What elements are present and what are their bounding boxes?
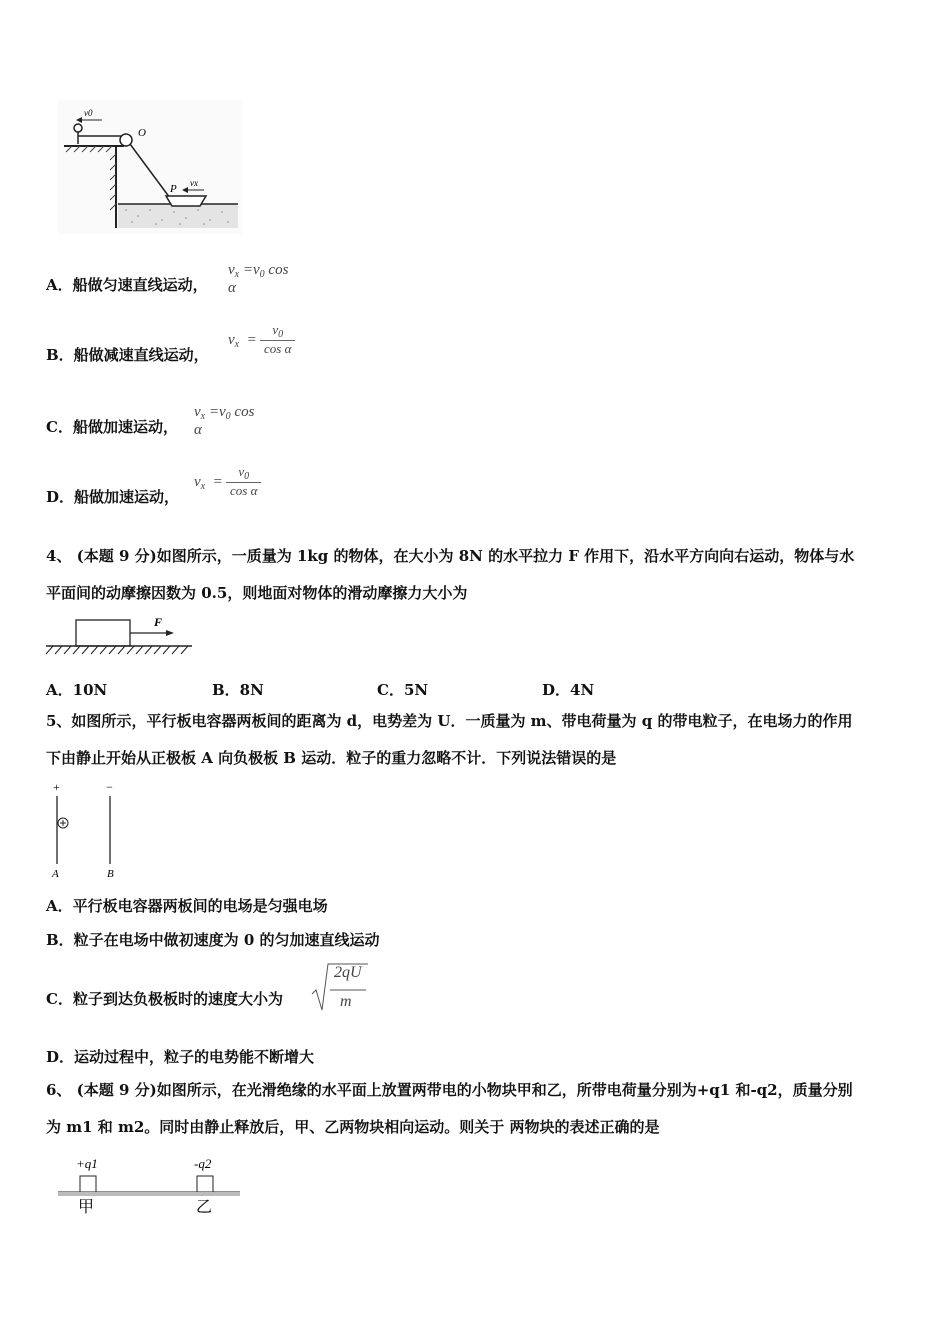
block: [76, 620, 130, 646]
charge-q2-label: -q2: [194, 1156, 212, 1171]
capacitor-diagram: [46, 780, 126, 880]
plate-A-label: A: [52, 868, 59, 880]
q3-option-b-fraction: [260, 322, 295, 357]
q3-option-a-label: A．船做匀速直线运动，: [46, 276, 208, 294]
q4-stem-line2: 平面间的动摩擦因数为 0.5，则地面对物体的滑动摩擦力大小为: [46, 584, 468, 602]
q4-stem: [46, 538, 926, 612]
sqrt-numerator: 2qU: [334, 964, 362, 981]
v0-label: v0: [84, 108, 93, 118]
q3-option-b[interactable]: [46, 320, 346, 370]
q3-option-d-label: D．船做加速运动，: [46, 488, 180, 506]
formula-eq: =: [212, 474, 223, 490]
q5-option-c-label: C．粒子到达负极板时的速度大小为: [46, 990, 283, 1008]
formula-sub: x: [234, 269, 240, 280]
two-blocks-diagram: [54, 1152, 244, 1216]
plate-B-label: B: [107, 868, 114, 880]
formula-sub: x: [200, 411, 206, 422]
q3-option-b-lhs: [228, 332, 257, 350]
vx-label: vx: [190, 178, 198, 188]
formula-sub: x: [200, 481, 206, 492]
pulley-boat-diagram: [58, 100, 242, 234]
block-yi: [197, 1176, 213, 1192]
formula-sub: 0: [278, 329, 284, 340]
formula-var: v: [228, 332, 235, 348]
formula-sub: x: [234, 339, 240, 350]
formula-var: =v: [208, 404, 226, 420]
q3-option-d-lhs: [194, 474, 223, 492]
q3-option-c-formula: [194, 404, 254, 439]
q5-stem-line2: 下由静止开始从正极板 A 向负极板 B 运动．粒子的重力忽略不计．下列说法错误的是: [46, 749, 617, 767]
q4-option-b[interactable]: B．8N: [212, 681, 264, 699]
block-jia-label: 甲: [78, 1197, 95, 1216]
q6-stem-line2: 为 m1 和 m2。同时由静止释放后，甲、乙两物块相向运动。则关于 两物块的表述正确的是: [46, 1118, 660, 1136]
formula-den: cos α: [264, 341, 292, 356]
formula-var: v: [272, 322, 279, 337]
q3-option-a-formula: [228, 262, 288, 297]
pulley-O-label: O: [138, 127, 146, 139]
block-yi-label: 乙: [196, 1197, 213, 1216]
q6-stem-line1: 6、 (本题 9 分)如图所示，在光滑绝缘的水平面上放置两带电的小物块甲和乙，所带电荷量分别为+q1 和-q2，质量分别: [46, 1081, 853, 1099]
boat-P-label: P: [170, 183, 177, 195]
q3-option-b-label: B．船做减速直线运动，: [46, 346, 209, 364]
q3-option-d[interactable]: [46, 462, 346, 512]
sqrt-denominator: m: [340, 993, 352, 1010]
q5-stem-line1: 5、如图所示，平行板电容器两板间的距离为 d，电势差为 U．一质量为 m、带电荷量为 q 的带电粒子，在电场力的作用: [46, 712, 853, 730]
formula-var: v: [194, 474, 201, 490]
formula-var: v: [194, 404, 201, 420]
plus-sign: +: [53, 780, 60, 794]
q3-option-c-label: C．船做加速运动，: [46, 418, 178, 436]
q3-option-d-fraction: [226, 464, 261, 499]
q5-option-c[interactable]: [46, 960, 386, 1016]
formula-var: v: [228, 262, 235, 278]
force-F-label: F: [154, 615, 163, 629]
formula-sub: 0: [244, 471, 250, 482]
q4-block-diagram: [44, 614, 194, 658]
q4-option-c[interactable]: C．5N: [377, 681, 429, 699]
block-jia: [80, 1176, 96, 1192]
charge-q1-label: +q1: [76, 1156, 98, 1171]
q4-option-a[interactable]: A．10N: [46, 681, 108, 699]
q4-stem-line1: 4、 (本题 9 分)如图所示，一质量为 1kg 的物体，在大小为 8N 的水平拉力 F 作用下，沿水平方向向右运动，物体与水: [46, 547, 855, 565]
q4-option-d[interactable]: D．4N: [542, 681, 595, 699]
q5-option-d[interactable]: D．运动过程中，粒子的电势能不断增大: [46, 1048, 315, 1066]
formula-var: =v: [242, 262, 260, 278]
minus-sign: −: [106, 780, 113, 794]
q5-stem: [46, 703, 926, 777]
q6-stem: [46, 1072, 926, 1146]
formula-den: cos α: [230, 483, 258, 498]
formula-eq: =: [246, 332, 257, 348]
q5-option-b[interactable]: B．粒子在电场中做初速度为 0 的匀加速直线运动: [46, 931, 380, 949]
q5-option-a[interactable]: A．平行板电容器两板间的电场是匀强电场: [46, 897, 328, 915]
formula-var: v: [238, 464, 245, 479]
formula-sub: 0: [225, 411, 231, 422]
formula-sub: 0: [259, 269, 265, 280]
formula-var: cos α: [228, 262, 289, 296]
formula-var: cos α: [194, 404, 255, 438]
